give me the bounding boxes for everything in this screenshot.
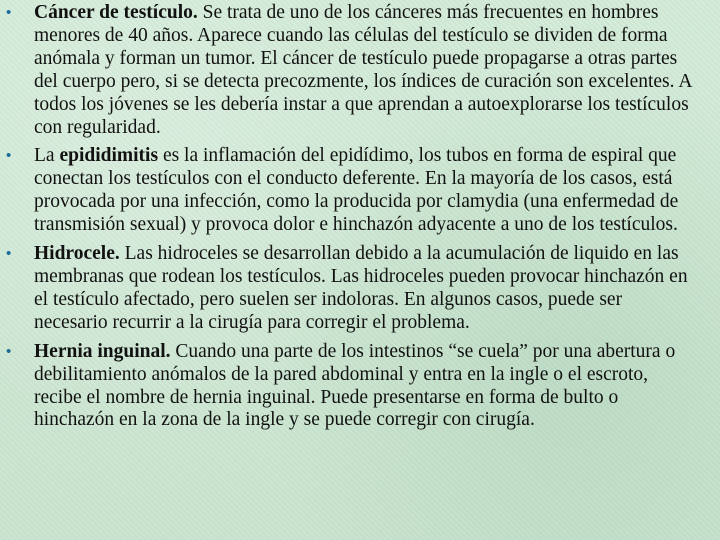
bullet-icon: • bbox=[6, 245, 12, 263]
bullet-term: Hernia inguinal. bbox=[34, 340, 171, 362]
bullet-icon: • bbox=[6, 4, 12, 21]
bullet-text: Las hidroceles se desarrollan debido a la acumulación de liquido en las membranas que rodean los testículos. Las hidroceles pueden provocar hinchazón en el testículo afectado, pero suelen ser indoloras. En algunos casos, puede ser necesario recurrir a la cirugía para corregir el problema. bbox=[34, 243, 688, 333]
bullet-term: Cáncer de testículo. bbox=[34, 2, 198, 23]
bullet-text: es la inflamación del epidídimo, los tubos en forma de espiral que conectan los testículos con el conducto deferente. En la mayoría de los casos, está provocada por una infección, como la producida por clamydia (una enfermedad de transmisión sexual) y provoca dolor e hinchazón adyacente a uno de los testículos. bbox=[34, 145, 679, 236]
bullet-term: Hidrocele. bbox=[34, 243, 120, 265]
bullet-icon: • bbox=[6, 342, 12, 360]
bullet-text: Se trata de uno de los cánceres más frecuentes en hombres menores de 40 años. Aparece cuando las células del testículo se dividen de forma anómala y forman un tumor. El cáncer de testículo puede propagarse a otras partes del cuerpo pero, si se detecta precozmente, los índices de curación son excelentes. A todos los jóvenes se les debería instar a que aprendan a autoexplorarse los testículos con regularidad. bbox=[34, 2, 692, 138]
bullet-term: epididimitis bbox=[59, 145, 159, 167]
bullet-list bbox=[6, 2, 696, 438]
bullet-icon: • bbox=[6, 147, 12, 165]
bullet-item-hernia-inguinal bbox=[6, 341, 696, 433]
bullet-item-cancer-testiculo bbox=[6, 2, 696, 139]
bullet-item-hidrocele bbox=[6, 243, 696, 335]
bullet-lead: La bbox=[34, 145, 60, 167]
bullet-item-epididimitis bbox=[6, 145, 696, 237]
bullet-text: Cuando una parte de los intestinos “se cuela” por una abertura o debilitamiento anómalos de la pared abdominal y entra en la ingle o el escroto, recibe el nombre de hernia inguinal. Puede presentarse en forma de bulto o hinchazón en la zona de la ingle y se puede corregir con cirugía. bbox=[34, 340, 676, 431]
